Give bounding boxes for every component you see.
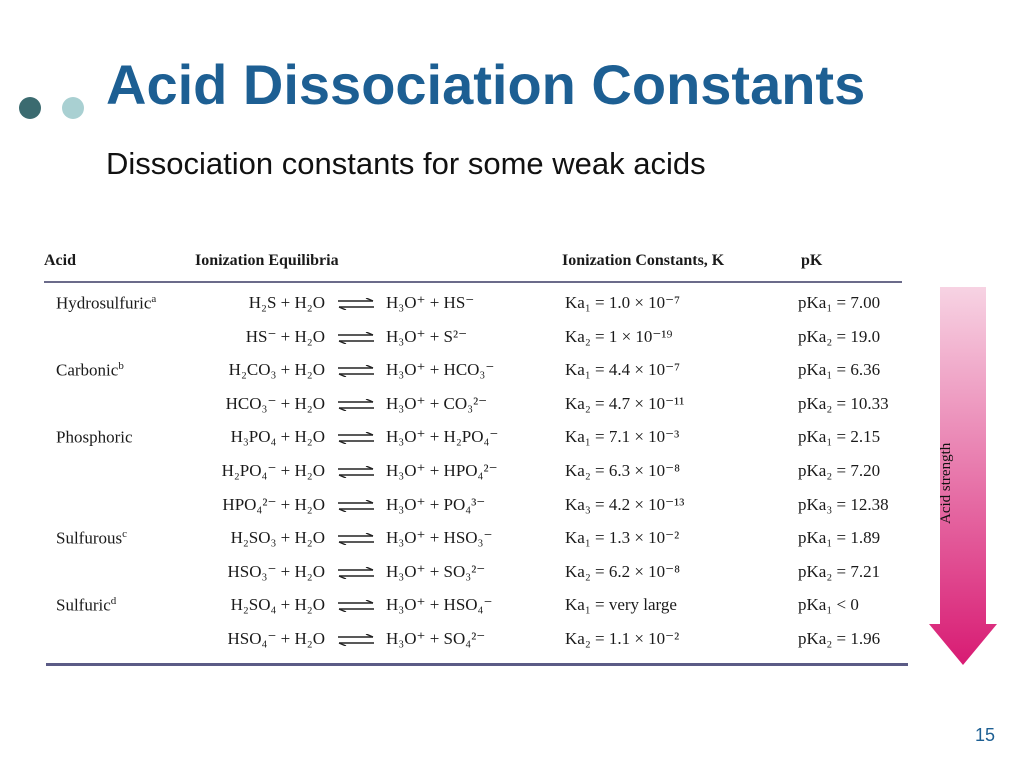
table-row — [0, 321, 920, 353]
equation-reactants: H₂SO₄ + H₂O — [230, 595, 325, 615]
table-row — [0, 421, 920, 453]
table-row — [0, 589, 920, 621]
table-row — [0, 623, 920, 655]
ionization-constant: Ka₁ = 4.4 × 10⁻⁷ — [565, 360, 681, 380]
bullet-dot-dark — [19, 97, 41, 119]
equation-reactants: HSO₄⁻ + H₂O — [227, 629, 325, 648]
ionization-constant: Ka₁ = 1.0 × 10⁻⁷ — [565, 293, 681, 312]
footnote-mark: d — [110, 595, 117, 608]
acid-name: Phosphoric — [56, 428, 133, 448]
table-row — [0, 489, 920, 521]
ionization-constant: Ka₂ = 4.7 × 10⁻¹¹ — [565, 393, 685, 413]
acid-name: Sulfuric$^d$ — [56, 595, 117, 616]
equilibrium-arrow-icon — [337, 432, 375, 444]
equation-products: H₃O⁺ + HSO₄⁻ — [386, 595, 493, 615]
ionization-constant: Ka₂ = 6.3 × 10⁻⁸ — [565, 461, 681, 480]
equation-products: H₃O⁺ + S²⁻ — [386, 326, 468, 346]
page-number: 15 — [975, 725, 996, 745]
table-top-rule — [44, 281, 902, 283]
ionization-constant: Ka₂ = 1.1 × 10⁻² — [565, 629, 680, 648]
equilibrium-arrow-icon — [337, 600, 375, 612]
equilibrium-arrow-icon — [337, 399, 375, 411]
table-row — [0, 388, 920, 420]
acid-name: Hydrosulfuric$^a$ — [56, 293, 157, 313]
equation-reactants: H₂S + H₂O — [248, 293, 325, 312]
equation-products: H₃O⁺ + HPO₄²⁻ — [386, 461, 498, 480]
equation-reactants: H₂SO₃ + H₂O — [230, 528, 325, 548]
equation-reactants: H₂CO₃ + H₂O — [228, 360, 325, 380]
header-constants: Ionization Constants, K — [562, 252, 725, 269]
equation-reactants: HCO₃⁻ + H₂O — [225, 393, 325, 413]
pk-value: pKa₁ = 1.89 — [798, 528, 881, 548]
equation-reactants: HSO₃⁻ + H₂O — [227, 561, 325, 581]
equilibrium-arrow-icon — [337, 332, 375, 344]
header-pk: pK — [801, 252, 823, 269]
equation-products: H₃O⁺ + HSO₃⁻ — [386, 528, 493, 548]
table-row — [0, 556, 920, 588]
slide-title: Acid Dissociation Constants — [106, 53, 866, 116]
acid-name: Carbonic$^b$ — [56, 360, 124, 380]
equation-products: H₃O⁺ + H₂PO₄⁻ — [386, 427, 499, 447]
pk-value: pKa₃ = 12.38 — [798, 494, 889, 514]
acid-strength-label: Acid strength — [938, 442, 954, 524]
equation-reactants: HS⁻ + H₂O — [245, 326, 325, 346]
table-row — [0, 287, 920, 319]
equation-reactants: H₂PO₄⁻ + H₂O — [221, 461, 325, 480]
pk-value: pKa₂ = 7.21 — [798, 561, 881, 581]
header-equilibria: Ionization Equilibria — [195, 252, 339, 269]
ionization-constant: Ka₃ = 4.2 × 10⁻¹³ — [565, 494, 685, 514]
equation-products: H₃O⁺ + CO₃²⁻ — [386, 393, 488, 413]
table-row — [0, 354, 920, 386]
bullet-dot-light — [62, 97, 84, 119]
ionization-constant: Ka₂ = 1 × 10⁻¹⁹ — [565, 326, 673, 346]
pk-value: pKa₂ = 7.20 — [798, 461, 881, 480]
equilibrium-arrow-icon — [337, 567, 375, 579]
header-acid: Acid — [44, 252, 76, 269]
ionization-constant: Ka₁ = very large — [565, 595, 677, 615]
equation-reactants: HPO₄²⁻ + H₂O — [222, 494, 325, 514]
pk-value: pKa₂ = 10.33 — [798, 393, 889, 413]
ionization-constant: Ka₁ = 7.1 × 10⁻³ — [565, 427, 680, 447]
pk-value: pKa₁ = 2.15 — [798, 427, 881, 447]
equilibrium-arrow-icon — [337, 298, 375, 310]
equation-products: H₃O⁺ + HCO₃⁻ — [386, 360, 495, 380]
equilibrium-arrow-icon — [337, 466, 375, 478]
equilibrium-arrow-icon — [337, 634, 375, 646]
footnote-mark: b — [118, 360, 124, 373]
ionization-constant: Ka₁ = 1.3 × 10⁻² — [565, 528, 680, 548]
table-row — [0, 522, 920, 554]
equation-products: H₃O⁺ + SO₄²⁻ — [386, 629, 486, 648]
ionization-constant: Ka₂ = 6.2 × 10⁻⁸ — [565, 561, 681, 581]
equation-reactants: H₃PO₄ + H₂O — [230, 427, 325, 447]
pk-value: pKa₂ = 19.0 — [798, 326, 881, 346]
equilibrium-arrow-icon — [337, 500, 375, 512]
equation-products: H₃O⁺ + SO₃²⁻ — [386, 561, 486, 581]
footnote-mark: a — [151, 293, 157, 305]
table-bottom-rule — [46, 663, 908, 666]
slide-subtitle: Dissociation constants for some weak acids — [106, 146, 706, 181]
equation-products: H₃O⁺ + HS⁻ — [386, 293, 475, 312]
equation-products: H₃O⁺ + PO₄³⁻ — [386, 494, 486, 514]
pk-value: pKa₁ = 7.00 — [798, 293, 881, 312]
equilibrium-arrow-icon — [337, 533, 375, 545]
equilibrium-arrow-icon — [337, 365, 375, 377]
footnote-mark: c — [122, 528, 128, 541]
pk-value: pKa₁ = 6.36 — [798, 360, 881, 380]
table-row — [0, 455, 920, 487]
acid-name: Sulfurous$^c$ — [56, 528, 128, 548]
pk-value: pKa₁ < 0 — [798, 595, 859, 615]
pk-value: pKa₂ = 1.96 — [798, 629, 881, 648]
